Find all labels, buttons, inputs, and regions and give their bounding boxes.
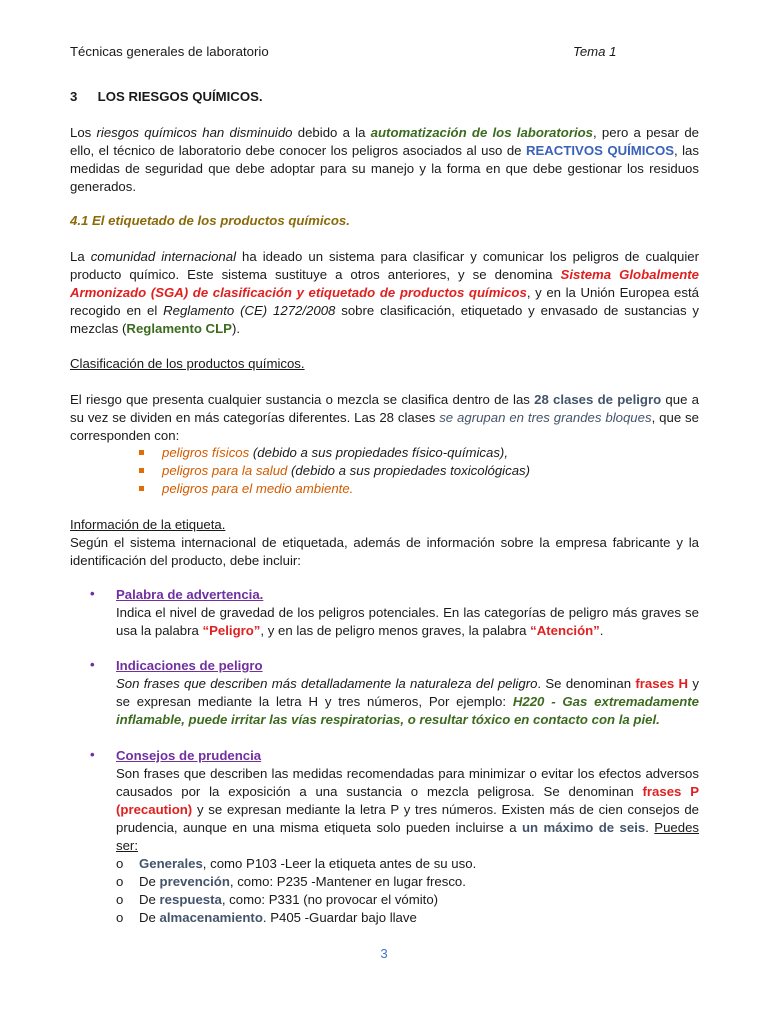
precautionary-statements-text <box>116 765 699 855</box>
page-number: 3 <box>380 946 388 961</box>
subsection-heading: 4.1 El etiquetado de los productos químicos. <box>70 213 350 228</box>
text-run: riesgos químicos han disminuido <box>96 125 293 140</box>
text-run: Son frases que describen las medidas recomendadas para minimizar o evitar los efectos adversos causados por la exposición a una sustancia o mezcla peligrosa. Se denominan <box>116 766 699 799</box>
text-run: peligros para el medio ambiente. <box>162 481 354 496</box>
text-run: prevención <box>159 874 230 889</box>
circle-bullet-icon: o <box>116 874 124 889</box>
text-run: , como: P331 (no provocar el vómito) <box>221 892 439 907</box>
text-run: De <box>139 874 160 889</box>
text-run: Generales <box>139 856 203 871</box>
text-run: peligros físicos <box>162 445 250 460</box>
text-run: sobre clasificación, etiquetado y envasado de sustancias y mezclas ( <box>70 303 699 336</box>
text-run: comunidad internacional <box>90 249 237 264</box>
list-item <box>116 855 699 873</box>
intro-paragraph <box>70 124 699 196</box>
classification-heading: Clasificación de los productos químicos. <box>70 356 305 371</box>
text-run: Los <box>70 125 97 140</box>
precautionary-statements-item <box>90 747 699 927</box>
sga-paragraph <box>70 248 699 338</box>
circle-bullet-icon: o <box>116 910 124 925</box>
text-run: . <box>599 623 604 638</box>
text-run: y se expresan mediante la letra P y tres números. Existen más de cien consejos de prudencia, aunque en una misma etiqueta solo pueden incluirse a <box>116 802 699 835</box>
text-run: , como P103 -Leer la etiqueta antes de su uso. <box>202 856 477 871</box>
text-run: . Se denominan <box>537 676 636 691</box>
hazard-statements-text <box>116 675 699 729</box>
text-run: , pero a pesar de ello, el técnico de laboratorio debe conocer los peligros asociados al uso de <box>70 125 699 158</box>
header-topic: Tema 1 <box>573 44 617 59</box>
text-run: , que se corresponden con: <box>70 410 699 443</box>
text-run: (debido a sus propiedades físico-químicas), <box>249 445 508 460</box>
text-run: El riesgo que presenta cualquier sustancia o mezcla se clasifica dentro de las <box>70 392 535 407</box>
text-run: , como: P235 -Mantener en lugar fresco. <box>229 874 466 889</box>
text-run: Son frases que describen más detalladamente la naturaleza del peligro <box>116 676 538 691</box>
label-info-text: Según el sistema internacional de etiquetada, además de información sobre la empresa fabricante y la identificación del producto, debe incluir: <box>70 535 699 568</box>
bullet-icon: • <box>90 586 95 601</box>
text-run: “Atención” <box>530 623 600 638</box>
list-item <box>116 873 699 891</box>
text-run: ). <box>231 321 240 336</box>
text-run: un máximo de seis <box>521 820 646 835</box>
text-run: se agrupan en tres grandes bloques <box>439 410 652 425</box>
text-run: debido a la <box>292 125 371 140</box>
list-item <box>116 891 699 909</box>
bullet-icon: • <box>90 747 95 762</box>
list-item <box>116 909 699 927</box>
text-run: ha ideado un sistema para clasificar y comunicar los peligros de cualquier producto químico. Este sistema sustituye a otros anteriores, y se denomina <box>70 249 699 282</box>
text-run: Puedes ser: <box>116 820 700 853</box>
hazard-blocks-list <box>136 444 530 498</box>
bullet-icon: • <box>90 657 95 672</box>
text-run: (debido a sus propiedades toxicológicas) <box>287 463 531 478</box>
text-run: y se expresan mediante la letra H y tres números, Por ejemplo: <box>116 676 699 709</box>
text-run: De <box>139 892 160 907</box>
text-run: frases H <box>635 676 689 691</box>
section-title: LOS RIESGOS QUÍMICOS. <box>97 89 263 104</box>
text-run: De <box>139 910 160 925</box>
list-item <box>136 480 530 498</box>
precautionary-statements-title: Consejos de prudencia <box>116 748 262 763</box>
circle-bullet-icon: o <box>116 856 124 871</box>
label-info-heading: Información de la etiqueta. <box>70 517 226 532</box>
text-run: , las medidas de seguridad que debe adoptar para su manejo y la forma en que debe gestionar los residuos generados. <box>70 143 699 194</box>
risk-paragraph <box>70 391 699 445</box>
text-run: frases P (precaution) <box>116 784 699 817</box>
text-run: , y en la Unión Europea está recogido en el <box>70 285 699 318</box>
text-run: , y en las de peligro menos graves, la palabra <box>260 623 531 638</box>
signal-word-item <box>90 586 699 640</box>
section-number: 3 <box>70 89 78 104</box>
text-run: almacenamiento <box>159 910 263 925</box>
signal-word-title: Palabra de advertencia. <box>116 587 264 602</box>
label-info-section <box>70 516 699 570</box>
text-run: Reglamento CLP <box>126 321 232 336</box>
circle-bullet-icon: o <box>116 892 124 907</box>
hazard-statements-title: Indicaciones de peligro <box>116 658 263 673</box>
text-run: REACTIVOS QUÍMICOS <box>525 143 675 158</box>
text-run: . <box>645 820 655 835</box>
section-heading <box>70 89 263 104</box>
list-item <box>136 444 530 462</box>
text-run: respuesta <box>159 892 222 907</box>
signal-word-text <box>116 604 699 640</box>
text-run: Indica el nivel de gravedad de los peligros potenciales. En las categorías de peligro más graves se usa la palabra <box>116 605 699 638</box>
text-run: 28 clases de peligro <box>534 392 662 407</box>
text-run: H220 - Gas extremadamente inflamable, puede irritar las vías respiratorias, o resultar tóxico en contacto con la piel. <box>116 694 699 727</box>
text-run: Reglamento (CE) 1272/2008 <box>163 303 336 318</box>
text-run: “Peligro” <box>202 623 261 638</box>
precaution-types-list <box>116 855 699 927</box>
text-run: La <box>70 249 91 264</box>
text-run: peligros para la salud <box>162 463 288 478</box>
text-run: automatización de los laboratorios <box>370 125 594 140</box>
text-run: . P405 -Guardar bajo llave <box>262 910 417 925</box>
text-run: que a su vez se dividen en más categorías diferentes. Las 28 clases <box>70 392 699 425</box>
text-run: Sistema Globalmente Armonizado (SGA) de clasificación y etiquetado de productos químicos <box>70 267 699 300</box>
list-item <box>136 462 530 480</box>
header-title: Técnicas generales de laboratorio <box>70 44 269 59</box>
hazard-statements-item <box>90 657 699 729</box>
